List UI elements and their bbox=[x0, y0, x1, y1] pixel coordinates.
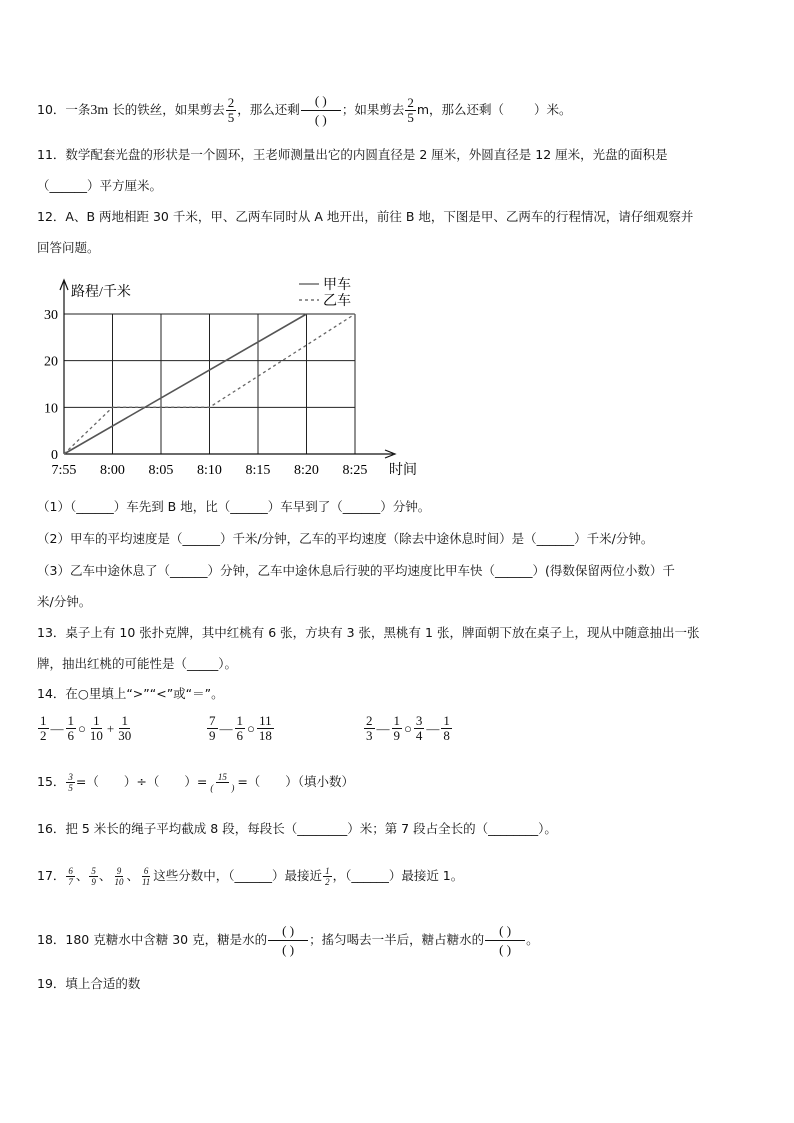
compare-circle[interactable]: ○ bbox=[404, 720, 412, 736]
legend-label: 乙车 bbox=[323, 294, 351, 309]
question-17: 17． $\frac{6}{7}$ 、 $\frac{5}{9}$ 、 $\frac{9}{10}$ 、 $\frac{6}{11}$ 这些分数中，（______）最接近 $\frac{1}{2}$ ，（______）最接近 1。 bbox=[37, 866, 464, 887]
y-tick-label: 10 bbox=[44, 401, 58, 417]
distance-time-chart bbox=[37, 272, 437, 482]
question-10: 10．一条3m 长的铁丝，如果剪去 $\frac{2}{5}$ ，那么还剩 $\frac{( )}{( )}$ ；如果剪去 $\frac{2}{5}$ m，那么还剩（ ）米。 bbox=[37, 93, 572, 127]
answer-fraction-blank[interactable]: $\frac{( )}{( )}$ bbox=[485, 922, 525, 959]
question-15: 15． $\frac{3}{5}$ =（ ）÷（ ）= $\frac{15}{( )}$ =（ ）（填小数） bbox=[37, 772, 355, 793]
x-tick-label: 8:10 bbox=[197, 463, 222, 478]
question-12-sub2: （2）甲车的平均速度是（______）千米/分钟，乙车的平均速度（除去中途休息时间）是（______）千米/分钟。 bbox=[37, 531, 654, 546]
y-tick-label: 0 bbox=[51, 448, 58, 463]
question-12-sub1: （1）（______）车先到 B 地，比（______）车早到了（______）分钟。 bbox=[37, 499, 431, 514]
answer-fraction-blank[interactable]: $\frac{( )}{( )}$ bbox=[268, 922, 308, 959]
y-axis-label: 路程/千米 bbox=[71, 285, 131, 300]
question-14-title: 14．在○里填上“>”“<”或“＝”。 bbox=[37, 686, 224, 701]
x-tick-label: 8:00 bbox=[100, 463, 125, 478]
x-tick-label: 8:25 bbox=[342, 463, 368, 478]
question-14-expressions bbox=[37, 714, 757, 754]
q10-number: 10． bbox=[37, 102, 66, 117]
y-tick-label: 30 bbox=[44, 308, 58, 323]
question-19: 19．填上合适的数 bbox=[37, 976, 141, 991]
x-tick-label: 8:20 bbox=[294, 463, 319, 478]
x-axis-label: 时间 bbox=[389, 463, 417, 478]
compare-expression-3: $\frac{2}{3}$ — $\frac{1}{9}$ ○ $\frac{3}{4}$ — $\frac{1}{8}$ bbox=[366, 713, 450, 743]
fraction-two-fifths: $\frac{2}{5}$ bbox=[227, 95, 235, 125]
legend-label: 甲车 bbox=[323, 278, 351, 293]
compare-circle[interactable]: ○ bbox=[78, 720, 86, 736]
compare-expression-2: $\frac{7}{9}$ — $\frac{1}{6}$ ○ $\frac{11}{18}$ bbox=[209, 713, 272, 743]
x-tick-label: 8:05 bbox=[148, 463, 174, 478]
question-12-sub3: （3）乙车中途休息了（______）分钟，乙车中途休息后行驶的平均速度比甲车快（______）(得数保留两位小数）千 米/分钟。 bbox=[37, 563, 675, 609]
question-18: 18．180 克糖水中含糖 30 克，糖是水的 $\frac{( )}{( )}$ ；搖匀喝去一半后，糖占糖水的 $\frac{( )}{( )}$ 。 bbox=[37, 923, 539, 957]
compare-expression-1: $\frac{1}{2}$ — $\frac{1}{6}$ ○ $\frac{1}{10}$ + $\frac{1}{30}$ bbox=[40, 713, 132, 743]
answer-fraction-blank[interactable]: $\frac{( )}{( )}$ bbox=[301, 92, 341, 129]
x-tick-label: 7:55 bbox=[51, 463, 77, 478]
x-tick-label: 8:15 bbox=[245, 463, 271, 478]
compare-circle[interactable]: ○ bbox=[247, 720, 255, 736]
question-13: 13．桌子上有 10 张扑克牌，其中红桃有 6 张，方块有 3 张，黑桃有 1 张，牌面朝下放在桌子上，现从中随意抽出一张 牌，抽出红桃的可能性是（_____）。 bbox=[37, 625, 700, 671]
y-tick-label: 20 bbox=[44, 354, 58, 370]
question-12: 12．A、B 两地相距 30 千米，甲、乙两车同时从 A 地开出，前往 B 地，下图是甲、乙两车的行程情况，请仔细观察并 回答问题。 bbox=[37, 209, 694, 255]
series-line-jia bbox=[64, 314, 307, 454]
fraction-two-fifths-m: $\frac{2}{5}$ bbox=[407, 95, 414, 125]
fraction-three-fifths: $\frac{3}{5}$ bbox=[68, 772, 73, 793]
fraction-fifteen-over-blank[interactable]: $\frac{15}{( )}$ bbox=[210, 772, 235, 793]
question-11: 11．数学配套光盘的形状是一个圆环，王老师测量出它的内圆直径是 2 厘米，外圆直径是 12 厘米，光盘的面积是 （______）平方厘米。 bbox=[37, 147, 668, 193]
question-16: 16．把 5 米长的绳子平均截成 8 段，每段长（________）米；第 7 段占全长的（________）。 bbox=[37, 821, 557, 836]
